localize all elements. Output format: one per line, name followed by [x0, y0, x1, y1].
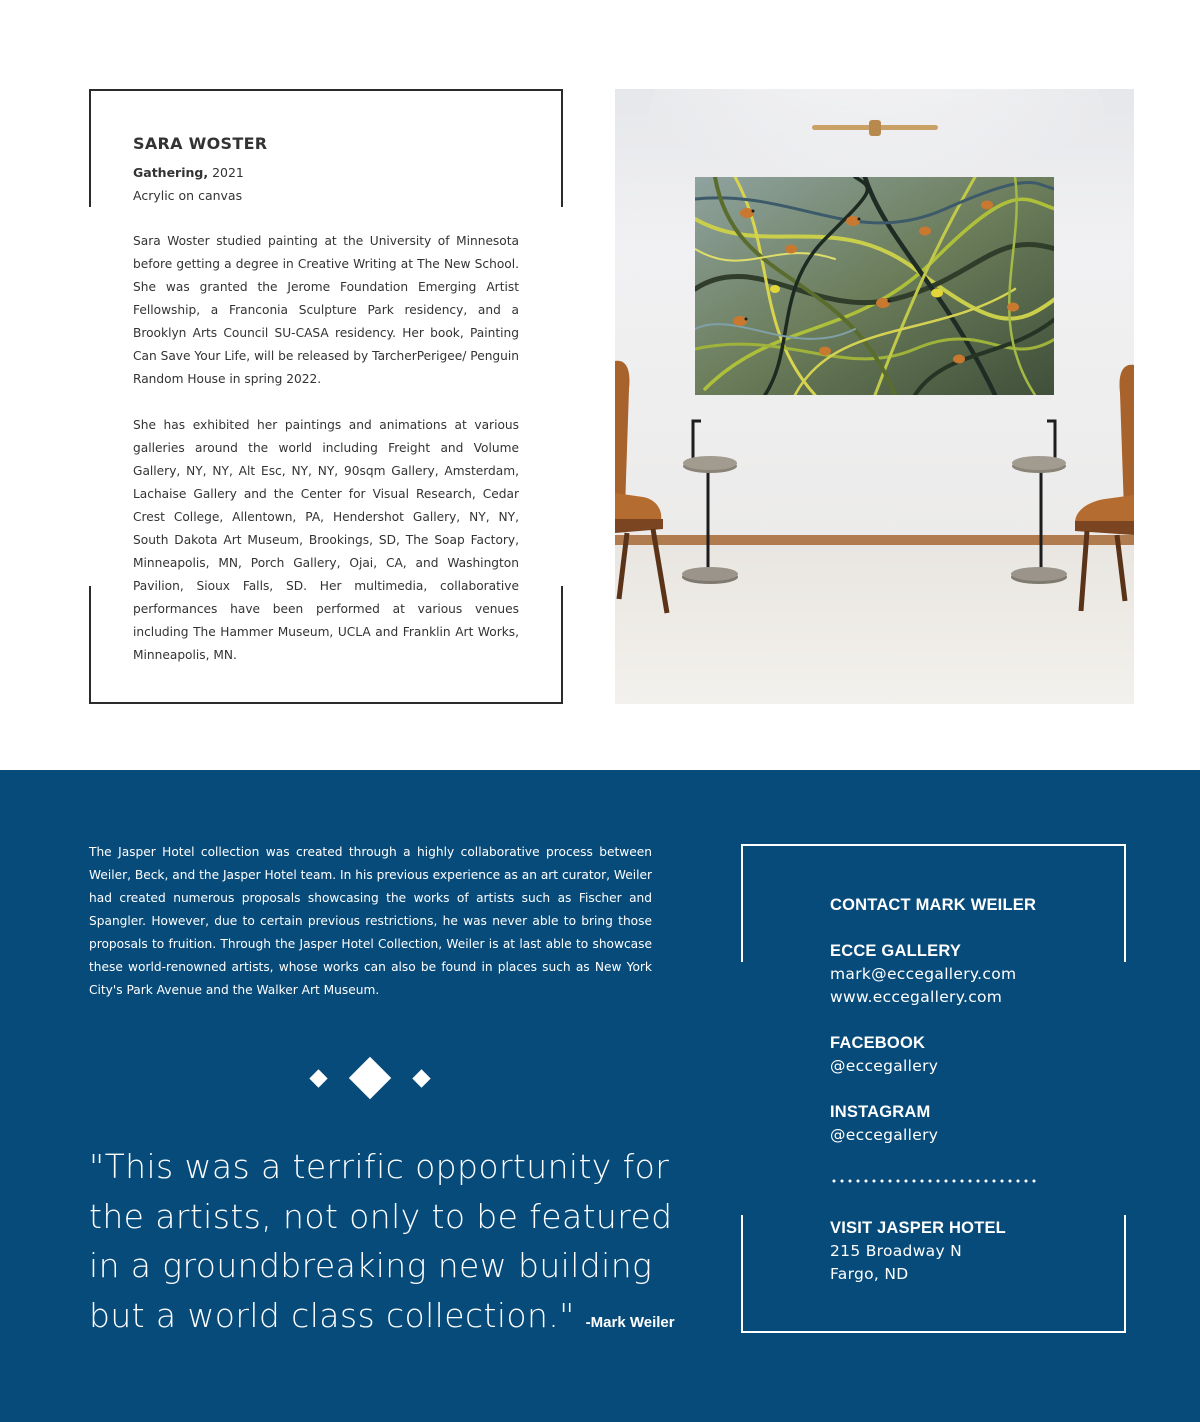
frame-border-left-top	[741, 844, 743, 962]
collection-section	[0, 770, 1200, 1422]
contact-heading: CONTACT MARK WEILER	[830, 896, 1037, 914]
artist-bio	[133, 133, 519, 667]
frame-border-bottom	[89, 702, 563, 704]
bio-paragraph: She has exhibited her paintings and animations at various galleries around the world including Freight and Volume Gallery, NY, NY, Alt Esc, NY, NY, 90sqm Gallery, Amsterdam, Lachaise Gallery and the Center for Visual Research, Cedar Crest College, Allentown, PA, Hendershot Gallery, NY, NY, South Dakota Art Museum, Brookings, SD, The Soap Factory, Minneapolis, MN, Porch Gallery, Ojai, CA, and Washington Pavilion, Sioux Falls, SD. Her multimedia, collaborative performances have been performed at various venues including The Hammer Museum, UCLA and Franklin Art Works, Minneapolis, MN.	[133, 418, 519, 662]
instagram-label: INSTAGRAM	[830, 1103, 931, 1121]
gallery-label: ECCE GALLERY	[830, 942, 962, 960]
facebook-label: FACEBOOK	[830, 1034, 926, 1052]
pull-quote	[89, 1142, 699, 1347]
facebook-link[interactable]: @eccegallery	[830, 1057, 939, 1075]
quote-author: -Mark Weiler	[585, 1313, 675, 1331]
visit-heading: VISIT JASPER HOTEL	[830, 1219, 1006, 1237]
frame-border-top	[741, 844, 1126, 846]
artwork-medium: Acrylic on canvas	[133, 188, 243, 203]
frame-border-right-top	[561, 89, 563, 207]
website-link[interactable]: www.eccegallery.com	[830, 988, 1003, 1006]
instagram-link[interactable]: @eccegallery	[830, 1126, 939, 1144]
artwork-title: Gathering,	[133, 165, 209, 180]
contact-info	[830, 894, 1070, 1147]
frame-border-left-bottom	[741, 1215, 743, 1333]
frame-border-bottom	[741, 1331, 1126, 1333]
artwork-installation-photo	[615, 89, 1134, 704]
visit-info	[830, 1217, 1070, 1286]
email-link[interactable]: mark@eccegallery.com	[830, 965, 1017, 983]
address-line: 215 Broadway N	[830, 1242, 963, 1260]
frame-border-right-top	[1124, 844, 1126, 962]
artwork-year: 2021	[212, 165, 244, 180]
frame-border-top	[89, 89, 563, 91]
frame-border-left-bottom	[89, 586, 91, 704]
artist-name: SARA WOSTER	[133, 134, 268, 153]
frame-border-left-top	[89, 89, 91, 207]
artwork-title-line	[133, 161, 519, 184]
installation-illustration	[615, 89, 1134, 704]
diamond-ornament-icon	[300, 1053, 440, 1103]
dotted-divider	[830, 1179, 1038, 1183]
bio-paragraph: Sara Woster studied painting at the University of Minnesota before getting a degree in Creative Writing at The New School. She was granted the Jerome Foundation Emerging Artist Fellowship, a Franconia Sculpture Park residency, and a Brooklyn Arts Council SU-CASA residency. Her book, Painting Can Save Your Life, will be released by TarcherPerigee/ Penguin Random House in spring 2022.	[133, 234, 519, 386]
frame-border-right-bottom	[561, 586, 563, 704]
frame-border-right-bottom	[1124, 1215, 1126, 1333]
collection-description: The Jasper Hotel collection was created through a highly collaborative process between Weiler, Beck, and the Jasper Hotel team. In his previous experience as an art curator, Weiler had created numerous proposals showcasing the works of artists such as Fischer and Spangler. However, due to certain previous restrictions, he was never able to bring those proposals to fruition. Through the Jasper Hotel Collection, Weiler is at last able to showcase these world-renowned artists, whose works can also be found in places such as New York City's Park Avenue and the Walker Art Museum.	[89, 845, 652, 997]
address-line: Fargo, ND	[830, 1265, 909, 1283]
quote-text: "This was a terrific opportunity for the artists, not only to be featured in a groundbreaking new building but a world class collection."	[89, 1147, 673, 1335]
